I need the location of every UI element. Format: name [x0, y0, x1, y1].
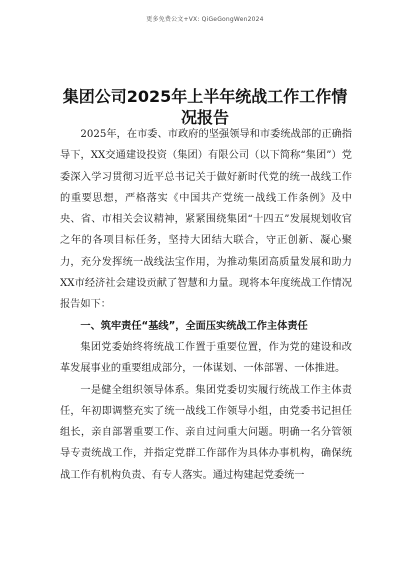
watermark-text: 更多免费公文+VX: QiGeGongWen2024 [146, 16, 264, 23]
intro-paragraph: 2025年，在市委、市政府的坚强领导和市委统战部的正确指导下，XX交通建设投资（集团）有限公司（以下简称“集团”）党委深入学习贯彻习近平总书记关于做好新时代党的统一战线工作的重要思想，严格落实《中国共产党统一战线工作条例》及中央、省、市相关会议精神，紧紧围绕集团“十四五”发展规划收官之年的各项目标任务，坚持大团结大联合，守正创新、凝心聚力，充分发挥统一战线法宝作用，为推动集团高质量发展和助力XX市经济社会建设贡献了智慧和力量。现将本年度统战工作情况报告如下： [60, 129, 352, 311]
body-paragraph: 一是健全组织领导体系。集团党委切实履行统战工作主体责任，年初即调整充实了统一战线工作领导小组，由党委书记担任组长，亲自部署重要工作、亲自过问重大问题。明确一名分管领导专责统战工作，并指定党群工作部作为具体办事机构，确保统战工作有机构负责、有专人落实。通过构建起党委统一 [60, 384, 352, 481]
body-paragraph: 集团党委始终将统战工作置于重要位置，作为党的建设和改革发展事业的重要组成部分，一体谋划、一体部署、一体推进。 [60, 341, 352, 375]
section-heading: 一、筑牢责任“基线”，全面压实统战工作主体责任 [80, 320, 308, 332]
document-title: 集团公司2025年上半年统战工作工作情况报告 [62, 87, 348, 127]
document-body [60, 124, 352, 486]
